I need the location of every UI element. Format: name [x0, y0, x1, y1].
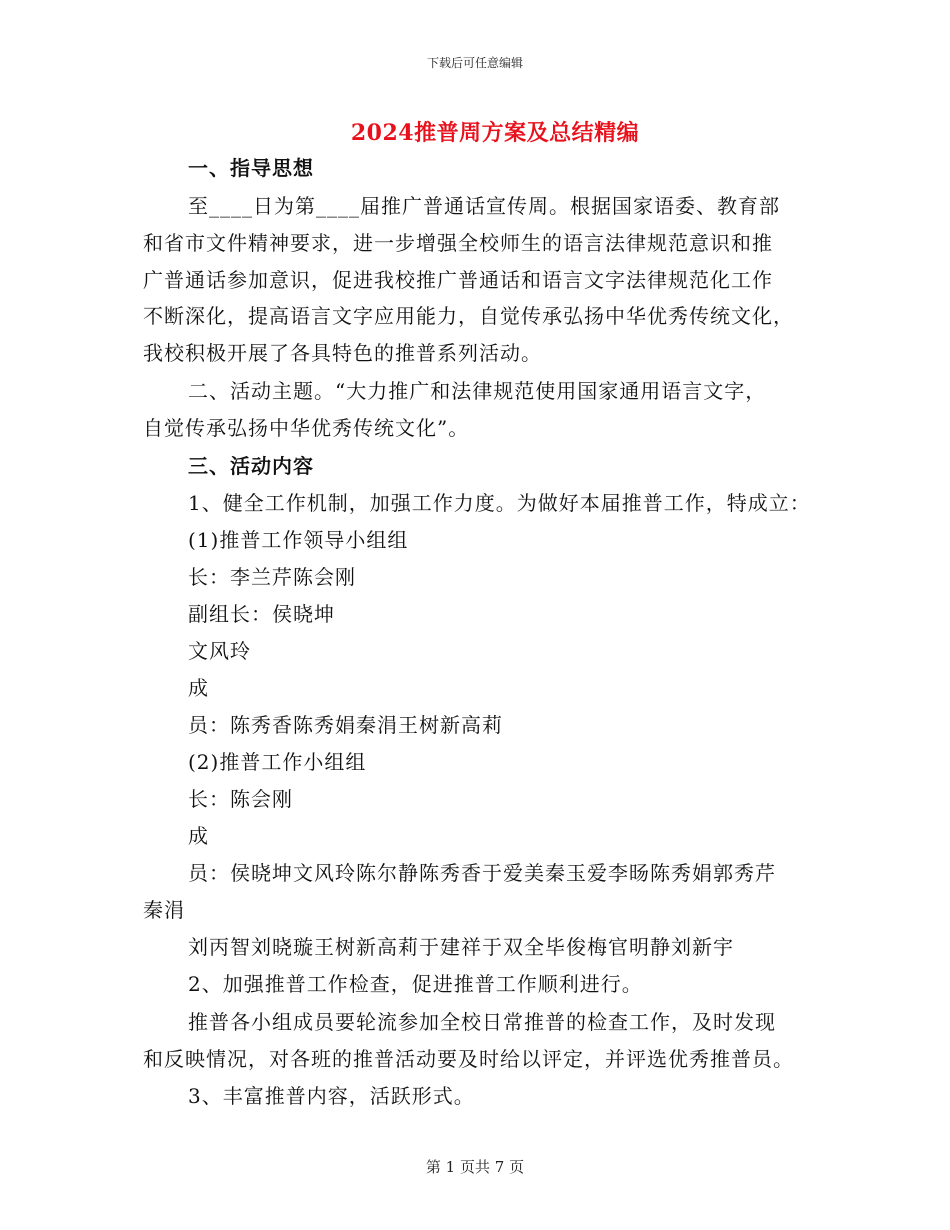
subitem-1-member-a: 成	[188, 676, 209, 700]
paragraph-2-line-1: 二、活动主题。“大力推广和法律规范使用国家通用语言文字，	[188, 379, 767, 403]
subitem-1: (1)推普工作领导小组组	[188, 528, 409, 552]
paragraph-1-line-2: 和省市文件精神要求，进一步增强全校师生的语言法律规范意识和推	[143, 231, 773, 255]
section-heading-1: 一、指导思想	[188, 156, 314, 180]
paragraph-1-line-1: 至____日为第____届推广普通话宣传周。根据国家语委、教育部	[188, 194, 780, 218]
paragraph-1-line-3: 广普通话参加意识，促进我校推广普通话和语言文字法律规范化工作	[143, 268, 773, 292]
subitem-2-member-b: 员：侯晓坤文风玲陈尔静陈秀香于爱美秦玉爱李旸陈秀娟郭秀芹	[188, 861, 776, 885]
subitem-1-deputy: 副组长：侯晓坤	[188, 602, 335, 626]
subitem-2: (2)推普工作小组组	[188, 750, 367, 774]
subitem-2-member-c: 秦涓	[143, 898, 185, 922]
page-number: 第 1 页共 7 页	[425, 1158, 525, 1176]
paragraph-1-line-4: 不断深化，提高语言文字应用能力，自觉传承弘扬中华优秀传统文化，	[143, 304, 794, 328]
paragraph-3-line-2: 和反映情况，对各班的推普活动要及时给以评定，并评选优秀推普员。	[143, 1047, 794, 1071]
subitem-1-deputy-2: 文风玲	[188, 639, 251, 663]
paragraph-1-line-5: 我校积极开展了各具特色的推普系列活动。	[143, 341, 542, 365]
header-note: 下载后可任意编辑	[426, 56, 523, 70]
subitem-2-leader: 长：陈会刚	[188, 787, 293, 811]
item-1: 1、健全工作机制，加强工作力度。为做好本届推普工作，特成立：	[188, 491, 811, 515]
section-heading-3: 三、活动内容	[188, 454, 314, 478]
subitem-2-member-a: 成	[188, 824, 209, 848]
subitem-1-member-b: 员：陈秀香陈秀娟秦涓王树新高莉	[188, 713, 503, 737]
paragraph-2-line-2: 自觉传承弘扬中华优秀传统文化”。	[143, 416, 470, 440]
paragraph-3-line-1: 推普各小组成员要轮流参加全校日常推普的检查工作，及时发现	[188, 1010, 776, 1034]
item-3: 3、丰富推普内容，活跃形式。	[188, 1084, 475, 1108]
document-title: 2024推普周方案及总结精编	[350, 120, 640, 146]
subitem-2-member-d: 刘丙智刘晓璇王树新高莉于建祥于双全毕俊梅官明静刘新宇	[188, 935, 734, 959]
item-2: 2、加强推普工作检查，促进推普工作顺利进行。	[188, 972, 643, 996]
subitem-1-leader: 长：李兰芹陈会刚	[188, 565, 356, 589]
